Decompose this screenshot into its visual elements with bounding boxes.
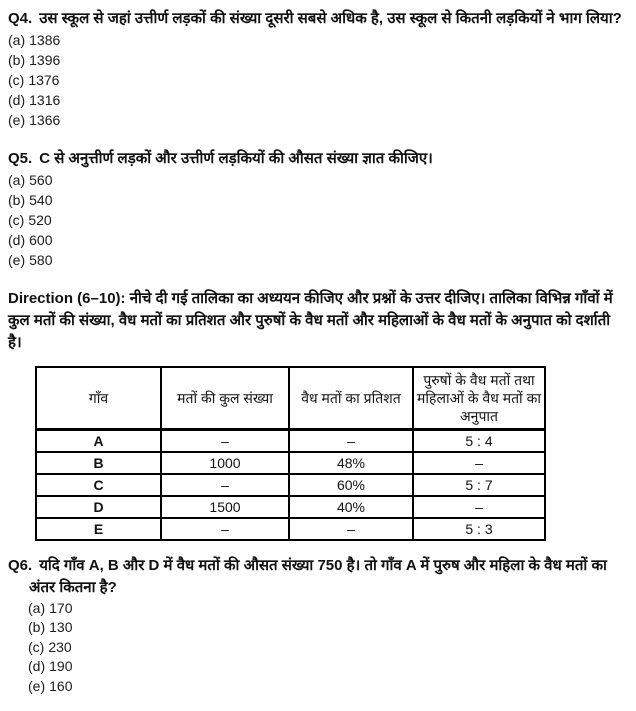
question-q5-options (8, 170, 624, 270)
option-label: (c) (8, 212, 25, 228)
table-row (36, 518, 545, 540)
option-label: (a) (28, 599, 46, 616)
question-q5 (8, 148, 624, 270)
option-label: (e) (8, 112, 26, 128)
cell-total-votes: 1500 (161, 496, 289, 518)
question-q4-heading (8, 8, 624, 30)
option-row (8, 90, 624, 110)
question-q4-options (8, 30, 624, 130)
option-row (28, 657, 624, 677)
header-ratio: पुरुषों के वैध मतों तथा महिलाओं के वैध मतों का अनुपात (413, 367, 545, 429)
option-row (28, 677, 624, 697)
option-row (8, 110, 624, 130)
option-label: (c) (8, 72, 25, 88)
option-label: (c) (28, 638, 45, 655)
header-valid-pct: वैध मतों का प्रतिशत (289, 367, 413, 429)
cell-village: A (36, 429, 161, 452)
cell-total-votes: – (161, 429, 289, 452)
cell-village: B (36, 452, 161, 474)
option-row (8, 230, 624, 250)
question-number: Q4. (8, 10, 33, 27)
option-label: (e) (8, 252, 26, 268)
direction-paragraph (8, 288, 624, 354)
option-value: 190 (49, 658, 73, 674)
option-value: 1316 (29, 92, 61, 108)
cell-total-votes: – (161, 518, 289, 540)
cell-village: C (36, 474, 161, 496)
direction-label: Direction (6–10): (8, 290, 126, 307)
cell-valid-pct: 48% (289, 452, 413, 474)
cell-ratio: 5 : 3 (413, 518, 545, 540)
option-label: (b) (28, 619, 46, 635)
option-value: 520 (28, 212, 52, 228)
option-value: 1366 (29, 112, 61, 128)
cell-ratio: – (413, 452, 545, 474)
option-label: (e) (28, 677, 46, 694)
question-q5-heading (8, 148, 624, 170)
table-row (36, 496, 545, 518)
question-number: Q6. (8, 556, 33, 574)
option-value: 540 (29, 192, 53, 208)
option-row (8, 70, 624, 90)
table-row (36, 474, 545, 496)
cell-ratio: – (413, 496, 545, 518)
question-text: C से अनुत्तीर्ण लड़कों और उत्तीर्ण लड़कियों की औसत संख्या ज्ञात कीजिए। (39, 150, 433, 167)
table-header-row (36, 367, 545, 429)
option-value: 560 (29, 172, 53, 188)
option-row (8, 170, 624, 190)
option-label: (b) (8, 52, 26, 68)
cell-total-votes: 1000 (161, 452, 289, 474)
option-label: (a) (8, 32, 26, 48)
table-row (36, 429, 545, 452)
question-text: उस स्कूल से जहां उत्तीर्ण लड़कों की संख्या दूसरी सबसे अधिक है, उस स्कूल से कितनी लड़कियों ने भाग लिया? (39, 10, 622, 27)
option-row (28, 599, 624, 619)
question-number: Q5. (8, 150, 33, 167)
cell-total-votes: – (161, 474, 289, 496)
cell-valid-pct: 60% (289, 474, 413, 496)
question-q6-options (28, 599, 624, 697)
option-row (8, 250, 624, 270)
option-value: 160 (49, 677, 73, 694)
option-row (28, 618, 624, 638)
option-value: 580 (29, 252, 53, 268)
option-value: 1396 (29, 52, 61, 68)
option-label: (d) (8, 232, 26, 248)
option-value: 170 (49, 599, 73, 616)
table-row (36, 452, 545, 474)
option-row (28, 638, 624, 658)
header-village: गाँव (36, 367, 161, 429)
option-value: 230 (48, 638, 72, 655)
question-q6-heading (8, 555, 624, 599)
question-q4 (8, 8, 624, 130)
cell-ratio: 5 : 7 (413, 474, 545, 496)
cell-valid-pct: 40% (289, 496, 413, 518)
cell-valid-pct: – (289, 518, 413, 540)
cell-village: E (36, 518, 161, 540)
option-label: (a) (8, 172, 26, 188)
votes-table (35, 366, 546, 541)
header-total-votes: मतों की कुल संख्या (161, 367, 289, 429)
cell-ratio: 5 : 4 (413, 429, 545, 452)
question-text: यदि गाँव A, B और D में वैध मतों की औसत संख्या 750 है। तो गाँव A में पुरुष और महिला के वैध मतों का अंतर कितना है? (29, 556, 607, 596)
option-label: (d) (8, 92, 26, 108)
option-value: 1376 (28, 72, 60, 88)
option-value: 600 (29, 232, 53, 248)
option-row (8, 210, 624, 230)
direction-text: नीचे दी गई तालिका का अध्ययन कीजिए और प्रश्नों के उत्तर दीजिए। तालिका विभिन्न गाँवों में कुल मतों की संख्या, वैध मतों का प्रतिशत और पुरुषों के वैध मतों और महिलाओं के वैध मतों के अनुपात को दर्शाती है। (8, 290, 613, 351)
option-row (8, 50, 624, 70)
cell-valid-pct: – (289, 429, 413, 452)
option-value: 1386 (29, 32, 61, 48)
option-label: (d) (28, 658, 46, 674)
cell-village: D (36, 496, 161, 518)
option-label: (b) (8, 192, 26, 208)
question-q6 (8, 555, 624, 697)
option-row (8, 30, 624, 50)
option-row (8, 190, 624, 210)
option-value: 130 (49, 619, 73, 635)
